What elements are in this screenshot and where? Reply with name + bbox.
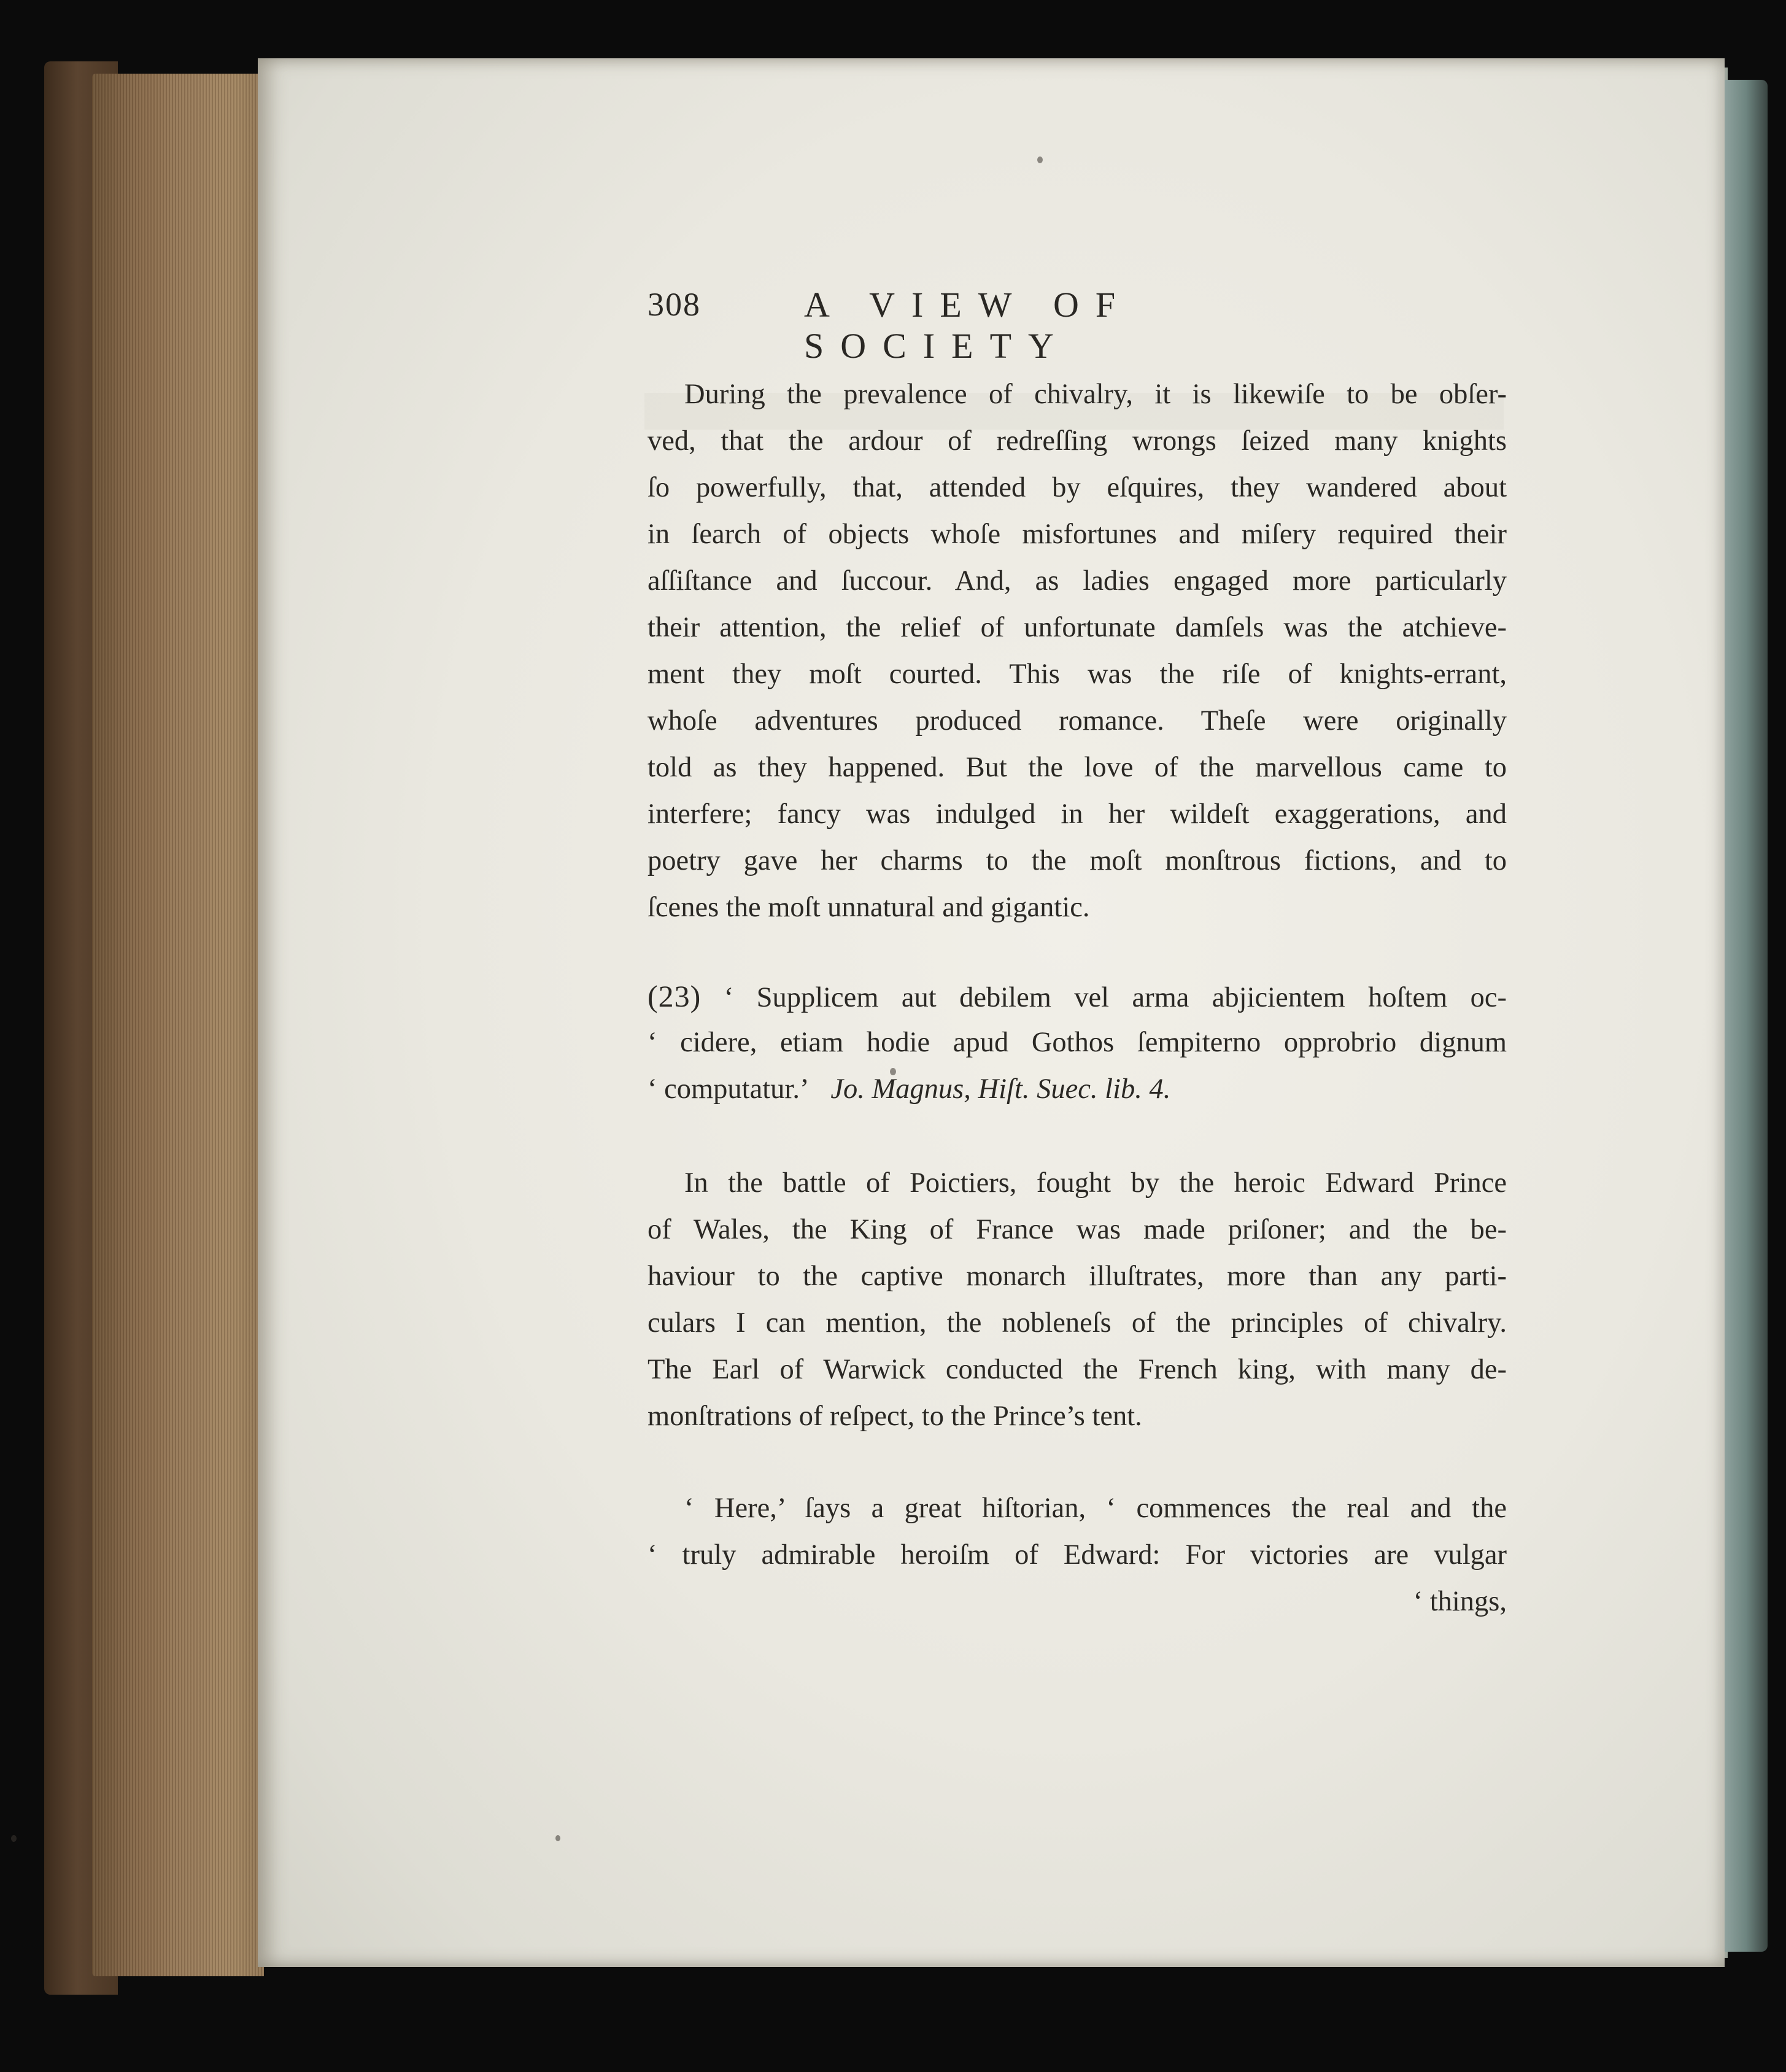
footnote-number: (23) (648, 979, 702, 1013)
text-line: told as they happened. But the love of the marvellous came to (648, 752, 1507, 783)
footnote-23 (648, 973, 1507, 1113)
text-line: ved, that the ardour of redreſſing wrongs ſeized many knights (648, 425, 1507, 457)
text-line: ſo powerfully, that, attended by eſquires, they wandered about (648, 472, 1507, 503)
text-line: ſcenes the moſt unnatural and gigantic. (648, 892, 1090, 923)
text-line: their attention, the relief of unfortunate damſels was the atchieve- (648, 612, 1507, 643)
footnote-line (648, 973, 1507, 1019)
text-line: poetry gave her charms to the moſt monſtrous fictions, and to (648, 845, 1507, 876)
catchword: ‘ things, (1413, 1586, 1507, 1617)
text-line: whoſe adventures produced romance. Theſe were originally (648, 705, 1507, 736)
text-line: of Wales, the King of France was made priſoner; and the be- (648, 1214, 1507, 1245)
text-line: ‘ truly admirable heroiſm of Edward: For victories are vulgar (648, 1539, 1507, 1571)
footnote-citation: Jo. Magnus, Hiſt. Suec. lib. 4. (830, 1073, 1171, 1105)
page-title: A VIEW OF SOCIETY (804, 285, 1132, 366)
paper-speck (555, 1835, 560, 1841)
footnote-line: ‘ cidere, etiam hodie apud Gothos ſempiterno opprobrio dignum (648, 1027, 1507, 1058)
paper-speck (11, 1835, 17, 1842)
text-line: ment they moſt courted. This was the riſe of knights-errant, (648, 659, 1507, 690)
footnote-line (648, 1066, 1507, 1113)
page-number: 308 (648, 286, 701, 323)
text-line: culars I can mention, the nobleneſs of the principles of chivalry. (648, 1307, 1507, 1339)
text-line: In the battle of Poictiers, fought by the heroic Edward Prince (684, 1167, 1507, 1199)
text-line: During the prevalence of chivalry, it is likewiſe to be obſer- (684, 379, 1507, 410)
footnote-text: ‘ Supplicem aut debilem vel arma abjicientem hoſtem oc- (724, 982, 1507, 1013)
page-edges (92, 74, 264, 1976)
text-line: aſſiſtance and ſuccour. And, as ladies engaged more particularly (648, 565, 1507, 597)
text-line: monſtrations of reſpect, to the Prince’s tent. (648, 1401, 1142, 1432)
running-head (648, 285, 1384, 366)
text-line: ‘ Here,’ ſays a great hiſtorian, ‘ commences the real and the (684, 1493, 1507, 1524)
text-line: haviour to the captive monarch illuſtrates, more than any parti- (648, 1261, 1507, 1292)
paper-speck (1037, 157, 1043, 163)
paragraph-historian-quote (648, 1485, 1507, 1625)
text-line: interfere; fancy was indulged in her wildeſt exaggerations, and (648, 798, 1507, 830)
text-line: in ſearch of objects whoſe misfortunes and miſery required their (648, 519, 1507, 550)
text-line: The Earl of Warwick conducted the French king, with many de- (648, 1354, 1507, 1385)
footnote-quote-end: ‘ computatur.’ (648, 1073, 810, 1105)
book-cover-right (1725, 80, 1768, 1952)
paragraph-battle-of-poictiers (648, 1160, 1507, 1440)
paragraph-chivalry-knights-errant (648, 371, 1507, 931)
